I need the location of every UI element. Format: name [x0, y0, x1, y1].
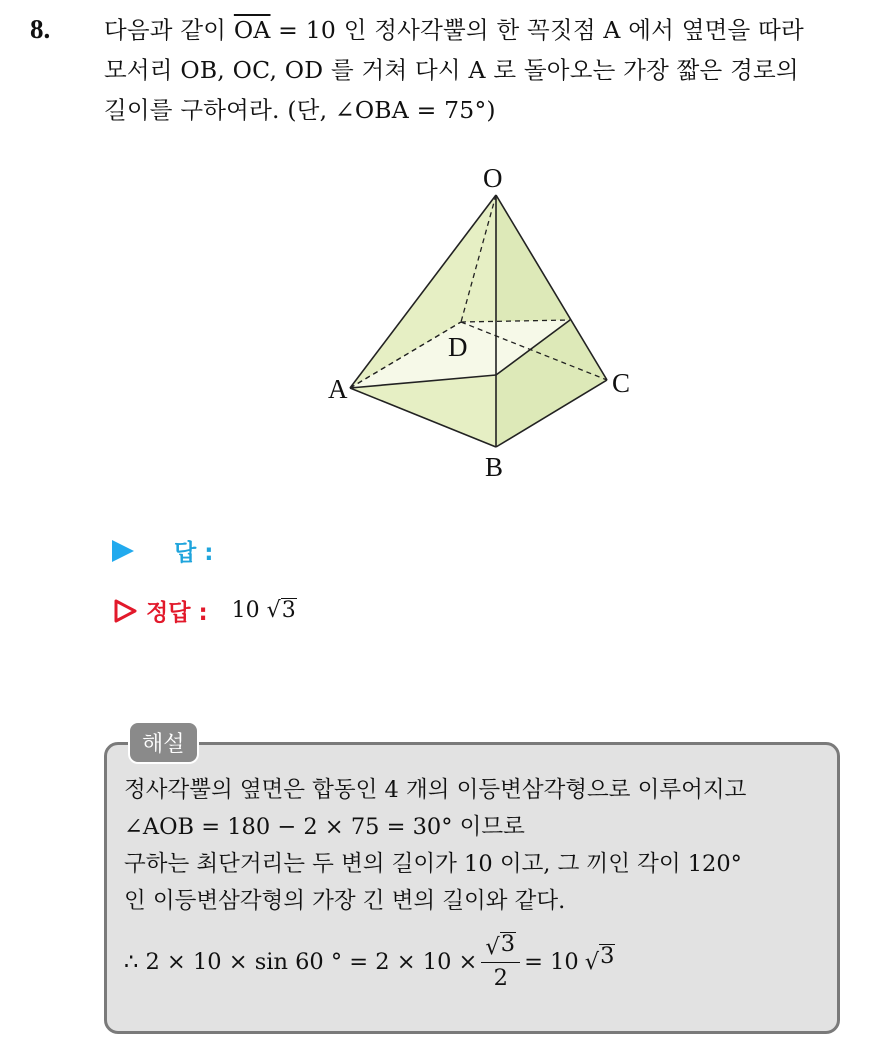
solution-text: [124, 772, 830, 993]
label-a: A: [328, 374, 348, 404]
question-line-1: [104, 10, 864, 50]
play-icon: [112, 540, 134, 562]
question-line-2: 모서리 OB, OC, OD 를 거쳐 다시 A 로 돌아오는 가장 짧은 경로의: [104, 56, 799, 84]
pyramid-figure: [320, 160, 650, 480]
solution-final-eq: = 10: [524, 949, 579, 975]
question-line-1-prefix: 다음과 같이: [104, 16, 234, 44]
label-d: D: [448, 332, 468, 362]
solution-final-lhs: ∴ 2 × 10 × sin 60 ° = 2 × 10 ×: [124, 949, 478, 975]
sqrt-symbol: √ 3: [266, 598, 296, 623]
solution-line-2: ∠AOB = 180 − 2 × 75 = 30° 이므로: [124, 814, 525, 840]
play-outline-icon: [112, 598, 138, 624]
correct-answer-radicand: 3: [281, 598, 296, 623]
question-number: 8.: [30, 14, 51, 44]
fraction: [481, 932, 520, 993]
question-line-1-suffix: = 10 인 정사각뿔의 한 꼭짓점 A 에서 옆면을 따라: [270, 16, 804, 44]
fraction-numerator: √ 3: [481, 932, 520, 963]
answer-label: 답 :: [174, 540, 214, 566]
solution-line-3: 구하는 최단거리는 두 변의 길이가 10 이고, 그 끼인 각이 120°: [124, 851, 742, 877]
correct-answer-label: 정답 :: [146, 600, 208, 626]
label-b: B: [485, 452, 504, 480]
final-sqrt: √ 3: [584, 943, 615, 975]
final-radicand: 3: [600, 943, 615, 969]
solution-final-line: [124, 932, 830, 993]
solution-line-4: 인 이등변삼각형의 가장 긴 변의 길이와 같다.: [124, 888, 566, 914]
question-text: [104, 10, 864, 130]
fraction-radicand: 3: [500, 931, 516, 957]
correct-answer-value: [232, 598, 297, 623]
correct-answer-coef: 10: [231, 598, 260, 623]
solution-line-1: 정사각뿔의 옆면은 합동인 4 개의 이등변삼각형으로 이루어지고: [124, 777, 747, 803]
face-oab: [350, 195, 496, 447]
correct-answer-row: [112, 594, 297, 627]
fraction-denominator: 2: [493, 965, 508, 991]
label-c: C: [612, 368, 631, 398]
segment-oa: $\overline{OA}$: [233, 16, 271, 44]
question-line-3: 길이를 구하여라. (단, ∠OBA = 75°): [104, 96, 496, 124]
pyramid-svg: [320, 160, 650, 480]
label-o: O: [483, 163, 503, 193]
solution-badge: 해설: [128, 721, 199, 764]
answer-row: [112, 534, 213, 567]
